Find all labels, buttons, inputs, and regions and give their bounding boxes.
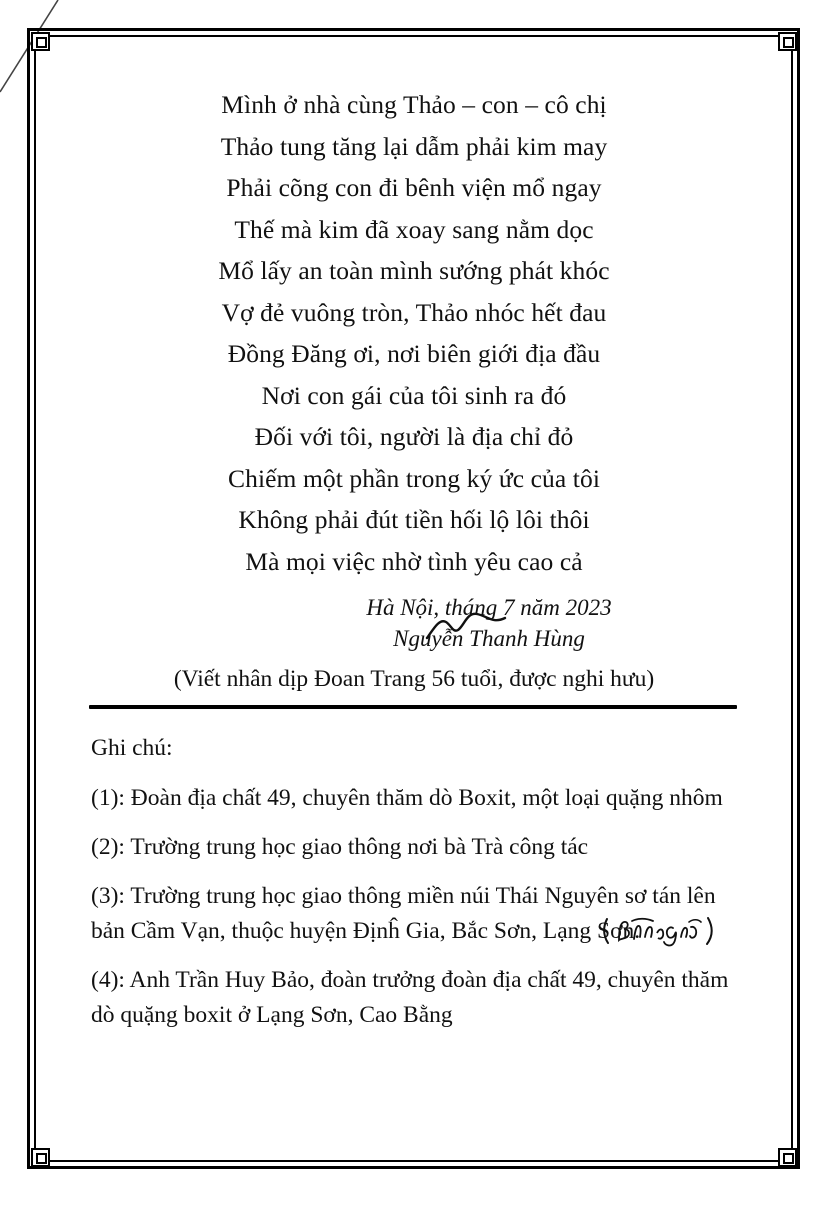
note-item: (1): Đoàn địa chất 49, chuyên thăm dò Boxit, một loại quặng nhôm xyxy=(91,785,723,811)
poem-line: Thảo tung tăng lại dẫm phải kim may xyxy=(220,131,608,161)
poem-line: Vợ đẻ vuông tròn, Thảo nhóc hết đau xyxy=(221,297,607,327)
note-item-with-correction xyxy=(91,879,743,949)
note-item: (4): Anh Trần Huy Bảo, đoàn trưởng đoàn địa chất 49, chuyên thăm dò quặng boxit ở Lạng Sơn, Cao Bằng xyxy=(91,967,729,1028)
poem-line: Đối với tôi, người là địa chỉ đỏ xyxy=(254,422,574,451)
poem-body xyxy=(55,84,773,582)
poem-line: Mổ lấy an toàn mình sướng phát khóc xyxy=(218,256,610,285)
poem-line: Thế mà kim đã xoay sang nằm dọc xyxy=(234,214,594,244)
signature-occasion-note: (Viết nhân dịp Đoan Trang 56 tuổi, được nghi hưu) xyxy=(173,666,655,692)
border-corner-inner-top-right xyxy=(783,37,794,48)
border-corner-inner-bottom-right xyxy=(783,1153,794,1164)
note-item: (2): Trường trung học giao thông nơi bà Trà công tác xyxy=(91,834,589,860)
signature-place-date: Hà Nội, tháng 7 năm 2023 xyxy=(366,595,612,620)
notes-heading: Ghi chú: xyxy=(91,735,173,761)
poem-line: Chiếm một phần trong ký ức của tôi xyxy=(227,463,601,493)
poem-line: Không phải đút tiền hối lộ lôi thôi xyxy=(238,505,590,534)
poem-line: Mình ở nhà cùng Thảo – con – cô chị xyxy=(221,90,607,119)
poem-line: Nơi con gái của tôi sinh ra đó xyxy=(261,380,567,410)
page-content xyxy=(55,60,773,1033)
note-item-text: (3): Trường trung học giao thông miền núi Thái Nguyên sơ tán lên bản Cầm Vạn, thuộc huyện Địnĥ Gia, Bắc Sơn, Lạng Sơn. xyxy=(91,883,716,944)
notes-section xyxy=(55,729,773,1033)
horizontal-divider-rule xyxy=(89,705,737,709)
border-corner-inner-bottom-left xyxy=(36,1153,47,1164)
signature-name-wrapper xyxy=(393,624,585,657)
border-corner-inner-top-left xyxy=(36,37,47,48)
poem-line: Mà mọi việc nhờ tình yêu cao cả xyxy=(245,546,583,576)
poem-line: Đồng Đăng ơi, nơi biên giới địa đầu xyxy=(227,339,601,368)
signature-author-name: Nguyễn Thanh Hùng xyxy=(393,626,585,651)
poem-line: Phải cõng con đi bênh viện mổ ngay xyxy=(226,173,602,202)
signature-block xyxy=(55,592,773,657)
